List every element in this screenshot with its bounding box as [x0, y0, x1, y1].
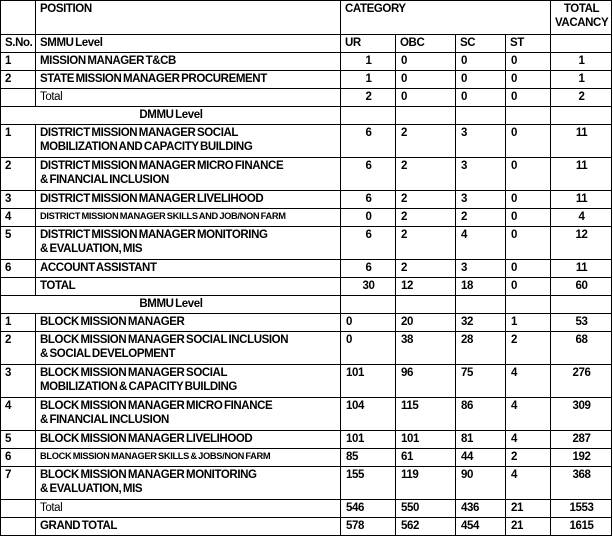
row-obc: 2	[396, 209, 456, 227]
row-ur: 0	[341, 314, 396, 332]
row-total: 192	[551, 449, 612, 467]
row-position-line1: BLOCK MISSION MANAGER SOCIAL	[40, 367, 228, 379]
row-sno: 6	[1, 449, 36, 467]
row-position-line2: & SOCIAL DEVELOPMENT	[40, 348, 176, 360]
subheader-sno: S.No.	[1, 35, 36, 53]
row-position-line2: & EVALUATION, MIS	[40, 243, 143, 255]
row-ur: 0	[341, 209, 396, 227]
row-position: BLOCK MISSION MANAGER SKILLS & JOBS/NON FARM	[36, 449, 341, 467]
row-position-line2: MOBILIZATION AND CAPACITY BUILDING	[40, 141, 253, 153]
row-st: 21	[506, 518, 551, 536]
row-sc: 75	[456, 365, 506, 398]
row-sno: 3	[1, 365, 36, 398]
row-total: 11	[551, 158, 612, 191]
row-obc: 562	[396, 518, 456, 536]
row-position-line1: DISTRICT MISSION MANAGER MICRO FINANCE	[40, 160, 284, 172]
row-sno: 5	[1, 227, 36, 260]
row-sc: 3	[456, 125, 506, 158]
row-st: 0	[506, 125, 551, 158]
row-sc: 436	[456, 500, 506, 518]
header-total-vacancy-line2: VACANCY	[555, 17, 609, 29]
row-position: BLOCK MISSION MANAGER LIVELIHOOD	[36, 431, 341, 449]
row-sno: 5	[1, 431, 36, 449]
row-st: 0	[506, 89, 551, 107]
header-position: POSITION	[36, 1, 341, 35]
row-ur: 6	[341, 158, 396, 191]
row-obc: 550	[396, 500, 456, 518]
row-total: 11	[551, 125, 612, 158]
row-obc: 119	[396, 467, 456, 500]
row-position-line1: BLOCK MISSION MANAGER MICRO FINANCE	[40, 400, 273, 412]
row-total: 287	[551, 431, 612, 449]
row-sc: 0	[456, 89, 506, 107]
row-st: 0	[506, 209, 551, 227]
row-obc: 61	[396, 449, 456, 467]
row-total: 1615	[551, 518, 612, 536]
row-obc: 115	[396, 398, 456, 431]
row-position: DISTRICT MISSION MANAGER LIVELIHOOD	[36, 191, 341, 209]
row-obc: 38	[396, 332, 456, 365]
row-total: 276	[551, 365, 612, 398]
row-sc: 0	[456, 53, 506, 71]
row-position: GRAND TOTAL	[36, 518, 341, 536]
row-ur: 6	[341, 227, 396, 260]
row-st: 0	[506, 227, 551, 260]
row-sno	[1, 518, 36, 536]
row-st: 4	[506, 431, 551, 449]
table-row	[1, 53, 612, 71]
table-row	[1, 227, 612, 260]
section-label-bmmu: BMMU Level	[1, 296, 341, 314]
subheader-st: ST	[506, 35, 551, 53]
row-ur: 30	[341, 278, 396, 296]
row-sc: 3	[456, 260, 506, 278]
row-ur: 1	[341, 53, 396, 71]
row-obc: 0	[396, 71, 456, 89]
row-position	[36, 158, 341, 191]
row-sc: 32	[456, 314, 506, 332]
row-ur: 6	[341, 191, 396, 209]
table-row	[1, 191, 612, 209]
row-sno: 1	[1, 53, 36, 71]
row-st: 0	[506, 71, 551, 89]
row-sno: 2	[1, 158, 36, 191]
row-sc: 81	[456, 431, 506, 449]
table-row	[1, 365, 612, 398]
table-header-row	[1, 1, 612, 35]
row-obc: 96	[396, 365, 456, 398]
row-position	[36, 125, 341, 158]
row-ur: 546	[341, 500, 396, 518]
section-pad-ur	[341, 107, 396, 125]
row-sno: 6	[1, 260, 36, 278]
table-row	[1, 314, 612, 332]
row-sno: 1	[1, 314, 36, 332]
row-obc: 2	[396, 158, 456, 191]
row-sc: 18	[456, 278, 506, 296]
row-st: 4	[506, 398, 551, 431]
table-row-total	[1, 500, 612, 518]
table-row-total	[1, 278, 612, 296]
row-sno: 4	[1, 398, 36, 431]
table-row	[1, 209, 612, 227]
row-position: Total	[36, 89, 341, 107]
row-st: 2	[506, 449, 551, 467]
table-row	[1, 71, 612, 89]
table-row	[1, 467, 612, 500]
row-sno: 2	[1, 332, 36, 365]
row-total: 53	[551, 314, 612, 332]
row-sno	[1, 89, 36, 107]
row-obc: 2	[396, 125, 456, 158]
row-obc: 0	[396, 89, 456, 107]
table-row	[1, 449, 612, 467]
row-total: 68	[551, 332, 612, 365]
row-sc: 44	[456, 449, 506, 467]
section-label-dmmu: DMMU Level	[1, 107, 341, 125]
row-sno	[1, 500, 36, 518]
row-position: ACCOUNT ASSISTANT	[36, 260, 341, 278]
row-st: 4	[506, 365, 551, 398]
row-total: 2	[551, 89, 612, 107]
row-sno: 2	[1, 71, 36, 89]
row-position: MISSION MANAGER T&CB	[36, 53, 341, 71]
table-row-grand-total	[1, 518, 612, 536]
row-position	[36, 398, 341, 431]
section-pad-obc	[396, 107, 456, 125]
header-total-vacancy	[551, 1, 612, 35]
row-position	[36, 365, 341, 398]
table-row-total	[1, 89, 612, 107]
row-st: 0	[506, 53, 551, 71]
row-st: 0	[506, 278, 551, 296]
section-pad-st	[506, 296, 551, 314]
row-obc: 2	[396, 260, 456, 278]
row-position-line2: & FINANCIAL INCLUSION	[40, 174, 169, 186]
subheader-ur: UR	[341, 35, 396, 53]
row-sc: 3	[456, 158, 506, 191]
row-ur: 2	[341, 89, 396, 107]
row-position-line1: BLOCK MISSION MANAGER MONITORING	[40, 469, 257, 481]
row-sno: 1	[1, 125, 36, 158]
row-ur: 155	[341, 467, 396, 500]
row-sc: 28	[456, 332, 506, 365]
row-st: 1	[506, 314, 551, 332]
row-sno	[1, 278, 36, 296]
row-position-line2: MOBILIZATION & CAPACITY BUILDING	[40, 381, 237, 393]
section-header-dmmu	[1, 107, 612, 125]
row-total: 12	[551, 227, 612, 260]
row-position-line2: & FINANCIAL INCLUSION	[40, 414, 169, 426]
row-ur: 104	[341, 398, 396, 431]
section-pad-st	[506, 107, 551, 125]
subheader-smmu-level: SMMU Level	[36, 35, 341, 53]
section-pad-sc	[456, 107, 506, 125]
row-sc: 454	[456, 518, 506, 536]
row-total: 1	[551, 71, 612, 89]
table-row	[1, 125, 612, 158]
row-st: 2	[506, 332, 551, 365]
row-position: Total	[36, 500, 341, 518]
section-pad-total	[551, 107, 612, 125]
row-sc: 4	[456, 227, 506, 260]
row-position: STATE MISSION MANAGER PROCUREMENT	[36, 71, 341, 89]
header-total-vacancy-line1: TOTAL	[563, 3, 600, 15]
row-total: 4	[551, 209, 612, 227]
row-sc: 0	[456, 71, 506, 89]
row-total: 1	[551, 53, 612, 71]
row-obc: 101	[396, 431, 456, 449]
row-ur: 101	[341, 365, 396, 398]
row-ur: 6	[341, 260, 396, 278]
table-row	[1, 158, 612, 191]
row-st: 21	[506, 500, 551, 518]
section-pad-sc	[456, 296, 506, 314]
table-row	[1, 431, 612, 449]
row-position	[36, 227, 341, 260]
row-position-line2: & EVALUATION, MIS	[40, 483, 143, 495]
row-position-line1: DISTRICT MISSION MANAGER MONITORING	[40, 229, 268, 241]
subheader-sc: SC	[456, 35, 506, 53]
table-row	[1, 398, 612, 431]
row-sc: 86	[456, 398, 506, 431]
row-sc: 3	[456, 191, 506, 209]
row-obc: 2	[396, 191, 456, 209]
section-pad-total	[551, 296, 612, 314]
row-sc: 90	[456, 467, 506, 500]
row-total: 309	[551, 398, 612, 431]
row-sno: 3	[1, 191, 36, 209]
row-ur: 578	[341, 518, 396, 536]
row-sno: 4	[1, 209, 36, 227]
row-ur: 6	[341, 125, 396, 158]
row-obc: 20	[396, 314, 456, 332]
row-position	[36, 332, 341, 365]
section-pad-obc	[396, 296, 456, 314]
row-total: 60	[551, 278, 612, 296]
row-ur: 85	[341, 449, 396, 467]
row-position-line1: DISTRICT MISSION MANAGER SOCIAL	[40, 127, 239, 139]
row-ur: 0	[341, 332, 396, 365]
subheader-obc: OBC	[396, 35, 456, 53]
row-obc: 2	[396, 227, 456, 260]
row-position: DISTRICT MISSION MANAGER SKILLS AND JOB/NON FARM	[36, 209, 341, 227]
row-sc: 2	[456, 209, 506, 227]
row-st: 0	[506, 191, 551, 209]
table-subheader-row	[1, 35, 612, 53]
section-header-bmmu	[1, 296, 612, 314]
row-position	[36, 467, 341, 500]
row-sno: 7	[1, 467, 36, 500]
row-st: 0	[506, 158, 551, 191]
row-st: 4	[506, 467, 551, 500]
row-total: 11	[551, 260, 612, 278]
row-obc: 0	[396, 53, 456, 71]
row-ur: 101	[341, 431, 396, 449]
header-category: CATEGORY	[341, 1, 551, 35]
row-obc: 12	[396, 278, 456, 296]
row-total: 368	[551, 467, 612, 500]
table-row	[1, 260, 612, 278]
row-total: 11	[551, 191, 612, 209]
subheader-total	[551, 35, 612, 53]
row-ur: 1	[341, 71, 396, 89]
row-position-line1: BLOCK MISSION MANAGER SOCIAL INCLUSION	[40, 334, 289, 346]
row-st: 0	[506, 260, 551, 278]
table-row	[1, 332, 612, 365]
row-total: 1553	[551, 500, 612, 518]
row-position: TOTAL	[36, 278, 341, 296]
row-position: BLOCK MISSION MANAGER	[36, 314, 341, 332]
header-blank-cell	[1, 1, 36, 35]
section-pad-ur	[341, 296, 396, 314]
